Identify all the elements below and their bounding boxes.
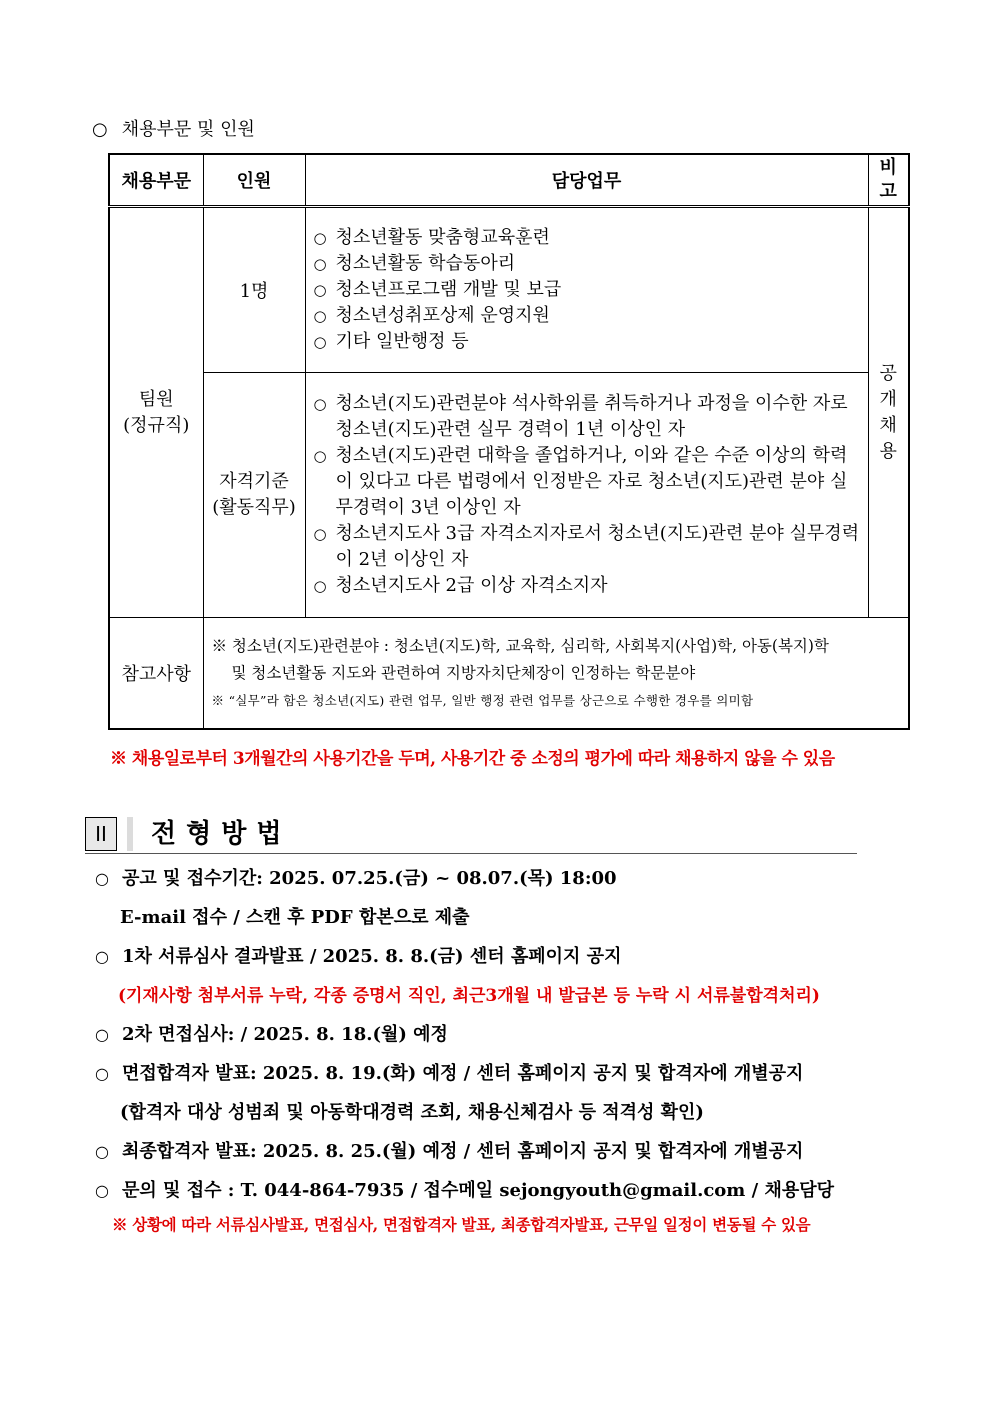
header-remark: 비 고 — [868, 154, 909, 207]
probation-warning: ※ 채용일로부터 3개월간의 사용기간을 두며, 사용기간 중 소정의 평가에 따라 채용하지 않을 수 있음 — [110, 749, 835, 769]
notes-label-cell: 참고사항 — [109, 618, 203, 730]
duties-list — [306, 225, 868, 355]
note-1-line-2: 및 청소년활동 지도와 관련하여 지방자치단체장이 인정하는 학문분야 — [231, 663, 696, 682]
qualification-item: ○ 청소년(지도)관련 대학을 졸업하거나, 이와 같은 수준 이상의 학력이 있다고 다른 법령에서 인정받은 자로 청소년(지도)관련 분야 실무경력이 3년 이상인 자 — [314, 443, 860, 521]
step-text: E-mail 접수 / 스캔 후 PDF 합본으로 제출 — [120, 907, 470, 928]
step-text: 1차 서류심사 결과발표 / 2025. 8. 8.(금) 센터 홈페이지 공지 — [122, 946, 622, 967]
step-interview-result — [95, 1059, 803, 1085]
step-text: 면접합격자 발표: 2025. 8. 19.(화) 예정 / 센터 홈페이지 공지 및 합격자에 개별공지 — [122, 1063, 804, 1084]
circle-bullet-icon: ○ — [92, 119, 108, 140]
step-text: (기재사항 첨부서류 누락, 각종 증명서 직인, 최근3개월 내 발급본 등 누락 시 서류불합격처리) — [118, 986, 820, 1006]
remark-cell: 공 개 채 용 — [868, 207, 909, 618]
qualifications-list — [306, 391, 868, 599]
recruitment-table — [108, 153, 910, 730]
duty-item: ○ 청소년성취포상제 운영지원 — [314, 303, 860, 329]
duty-item: ○ 청소년활동 맞춤형교육훈련 — [314, 225, 860, 251]
section-title: 채용부문 및 인원 — [121, 119, 255, 140]
duties-cell — [305, 207, 868, 373]
circle-bullet-icon: ○ — [95, 1142, 109, 1161]
step-email-submission — [120, 903, 470, 929]
step-text: 문의 및 접수 : T. 044-864-7935 / 접수메일 sejongyouth@gmail.com / 채용담당 — [122, 1180, 835, 1201]
circle-bullet-icon: ○ — [95, 947, 109, 966]
header-count: 인원 — [203, 154, 305, 207]
section-accent-bar — [127, 817, 133, 851]
circle-bullet-icon: ○ — [95, 869, 109, 888]
note-1-line-1: ※ 청소년(지도)관련분야 : 청소년(지도)학, 교육학, 심리학, 사회복지(사업)학, 아동(복지)학 — [211, 636, 829, 655]
header-dept: 채용부문 — [109, 154, 203, 207]
section-2-header — [85, 815, 857, 854]
step-text: 최종합격자 발표: 2025. 8. 25.(월) 예정 / 센터 홈페이지 공지 및 합격자에 개별공지 — [122, 1141, 804, 1162]
schedule-change-warning: ※ 상황에 따라 서류심사발표, 면접심사, 면접합격자 발표, 최종합격자발표, 근무일 일정이 변동될 수 있음 — [112, 1215, 811, 1234]
step-background-check — [120, 1098, 704, 1124]
step-document-warning — [118, 981, 820, 1006]
duty-item: ○ 청소년프로그램 개발 및 보급 — [314, 277, 860, 303]
note-2: ※ “실무”라 함은 청소년(지도) 관련 업무, 일반 행정 관련 업무를 상근으로 수행한 경우를 의미함 — [211, 692, 754, 708]
step-text: 2차 면접심사: / 2025. 8. 18.(월) 예정 — [122, 1024, 448, 1045]
count-cell: 1명 — [203, 207, 305, 373]
step-text: (합격자 대상 성범죄 및 아동학대경력 조회, 채용신체검사 등 적격성 확인) — [120, 1102, 704, 1123]
duty-item: ○ 청소년활동 학습동아리 — [314, 251, 860, 277]
circle-bullet-icon: ○ — [95, 1064, 109, 1083]
qual-label-cell: 자격기준 (활동직무) — [203, 373, 305, 618]
step-final-result — [95, 1137, 803, 1163]
qualifications-cell — [305, 373, 868, 618]
qualification-item: ○ 청소년(지도)관련분야 석사학위를 취득하거나 과정을 이수한 자로 청소년(지도)관련 실무 경력이 1년 이상인 자 — [314, 391, 860, 443]
qualification-item: ○ 청소년지도사 3급 자격소지자로서 청소년(지도)관련 분야 실무경력이 2년 이상인 자 — [314, 521, 860, 573]
step-interview — [95, 1020, 448, 1046]
circle-bullet-icon: ○ — [95, 1181, 109, 1200]
notes-content — [204, 633, 909, 714]
step-contact — [95, 1176, 834, 1202]
section-number-badge: II — [85, 817, 117, 851]
step-application-period — [95, 864, 617, 890]
circle-bullet-icon: ○ — [95, 1025, 109, 1044]
section-heading-recruitment — [92, 115, 255, 141]
qualification-item: ○ 청소년지도사 2급 이상 자격소지자 — [314, 573, 860, 599]
step-document-review — [95, 942, 621, 968]
step-text: 공고 및 접수기간: 2025. 07.25.(금) ~ 08.07.(목) 18:00 — [122, 868, 617, 889]
dept-cell: 팀원 (정규직) — [109, 207, 203, 618]
header-duties: 담당업무 — [305, 154, 868, 207]
notes-cell — [203, 618, 909, 730]
section-2-title: 전형방법 — [151, 819, 292, 849]
duty-item: ○ 기타 일반행정 등 — [314, 329, 860, 355]
